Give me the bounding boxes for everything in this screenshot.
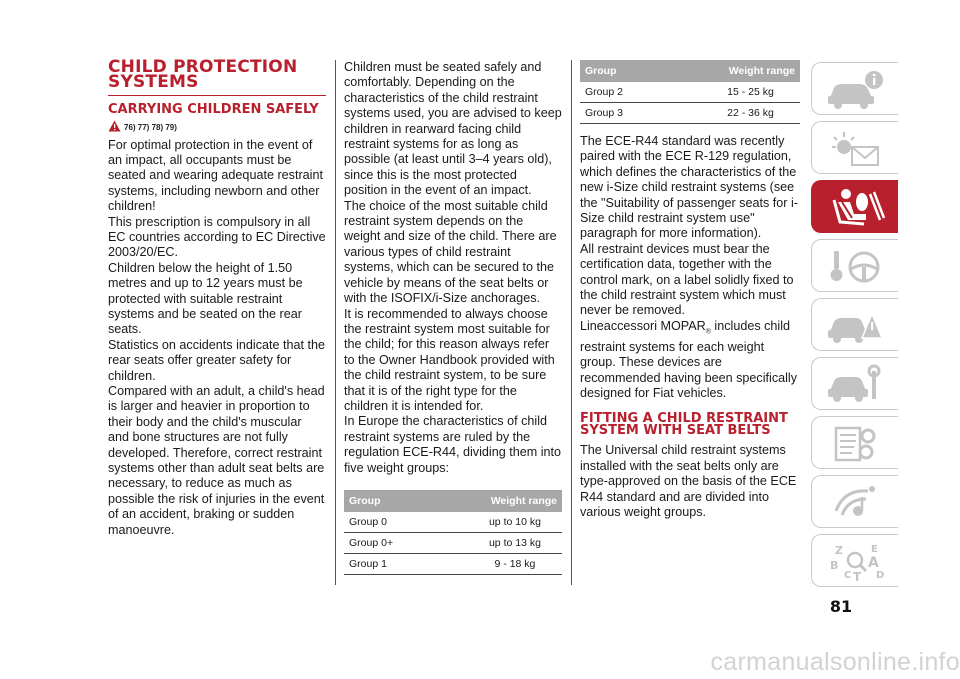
index-letter: C xyxy=(844,569,852,581)
key-steering-wheel-icon xyxy=(824,245,886,287)
car-wrench-icon xyxy=(824,363,886,405)
section-title: CHILD PROTECTION SYSTEMS xyxy=(108,60,326,96)
weight-cell: up to 13 kg xyxy=(413,532,562,553)
column-3 xyxy=(580,60,800,520)
body-text: The Universal child restraint systems installed with the seat belts only are type-approved on the basis of the ECE R44 standard and are divided into various weight groups. xyxy=(580,443,797,520)
tab-safety[interactable] xyxy=(811,180,898,233)
table-row xyxy=(344,532,562,553)
column-2 xyxy=(344,60,562,575)
car-warning-triangle-icon xyxy=(824,304,886,346)
weight-cell: up to 10 kg xyxy=(413,512,562,533)
table-row xyxy=(344,553,562,574)
index-letter: Z xyxy=(835,543,843,557)
document-gears-icon xyxy=(824,422,886,464)
group-cell: Group 2 xyxy=(580,82,646,103)
column-divider xyxy=(571,60,572,585)
table-row xyxy=(580,82,800,103)
tab-technical-data[interactable] xyxy=(811,416,898,469)
subsection-title: FITTING A CHILD RESTRAINT SYSTEM WITH SEAT BELTS xyxy=(580,411,788,438)
warning-triangle-icon xyxy=(108,120,121,132)
mopar-text xyxy=(580,319,800,402)
tab-multimedia[interactable] xyxy=(811,475,898,528)
column-divider xyxy=(335,60,336,585)
table-header-weight: Weight range xyxy=(646,60,800,82)
group-cell: Group 0 xyxy=(344,512,413,533)
table-row xyxy=(580,103,800,124)
tab-emergency[interactable] xyxy=(811,298,898,351)
seated-passenger-airbag-icon xyxy=(824,186,886,228)
weight-group-table xyxy=(580,60,800,124)
multimedia-music-icon xyxy=(824,481,886,523)
table-header-group: Group xyxy=(580,60,646,82)
weight-cell: 9 - 18 kg xyxy=(413,553,562,574)
warning-lights-envelope-icon xyxy=(824,127,886,169)
alphabet-index-icon xyxy=(824,540,886,582)
watermark-text: carmanualsonline.info xyxy=(710,648,960,676)
subsection-title: CARRYING CHILDREN SAFELY xyxy=(108,102,319,117)
index-letter: T xyxy=(853,569,862,582)
body-text: Children must be seated safely and comfortably. Depending on the characteristics of the child restraint systems used, you are advised to keep children in rearward facing child restraint systems for as long as possible (at least until 3–4 years old), since this is the most protected position in the event of an impact. The choice of the most suitable child restraint system depends on the weight and size of the child. There are various types of child restraint systems, which can be secured to the vehicle by means of the seat belts or with the ISOFIX/i-Size anchorages. It is recommended to always choose the restraint system most suitable for the child; for this reason always refer to the Owner Handbook provided with the child restraint system, to be sure that it is of the right type for the children it is intended for. In Europe the characteristics of child restraint systems are ruled by the regulation ECE-R44, dividing them into five weight groups: xyxy=(344,60,562,475)
index-letter: D xyxy=(876,569,885,581)
tab-starting-driving[interactable] xyxy=(811,239,898,292)
column-1 xyxy=(108,57,326,538)
warning-reference xyxy=(108,120,326,132)
index-letter: E xyxy=(871,543,878,555)
body-text: For optimal protection in the event of an impact, all occupants must be seated and wearing adequate restraint systems, including newborn and other children! This prescription is compulsory in all EC countries according to EC Directive 2003/20/EC. Children below the height of 1.50 metres and up to 12 years must be protected with suitable restraint systems and be seated on the rear seats. Statistics on accidents indicate that the rear seats offer greater safety for children. Compared with an adult, a child's head is larger and heavier in proportion to their body and the child's muscular and bone structures are not fully developed. Therefore, correct restraint systems other than adult seat belts are necessary, to reduce as much as possible the risk of injuries in the event of an accident, braking or sudden manoeuvre. xyxy=(108,137,326,537)
tab-knowing-the-car[interactable] xyxy=(811,62,898,115)
index-letter: B xyxy=(830,558,839,572)
page-number: 81 xyxy=(829,597,853,616)
tab-warning-lights[interactable] xyxy=(811,121,898,174)
table-header-weight: Weight range xyxy=(413,490,562,512)
warning-refs: 76) 77) 78) 79) xyxy=(124,122,177,132)
group-cell: Group 0+ xyxy=(344,532,413,553)
tab-servicing[interactable] xyxy=(811,357,898,410)
weight-cell: 22 - 36 kg xyxy=(646,103,800,124)
table-row xyxy=(344,512,562,533)
body-text: The ECE-R44 standard was recently paired with the ECE R-129 regulation, which defines the characteristics of the new i-Size child restraint systems (see the "Suitability of passenger seats for i-Size child restraint system use" paragraph for more information). All restraint devices must bear the certification data, together with the control mark, on a label solidly fixed to the child restraint system which must never be removed. xyxy=(580,134,798,318)
registered-mark: ® xyxy=(705,328,711,336)
chapter-tabs xyxy=(811,62,898,593)
table-header-group: Group xyxy=(344,490,413,512)
group-cell: Group 3 xyxy=(580,103,646,124)
index-letter: A xyxy=(868,554,879,571)
mopar-before: Lineaccessori MOPAR xyxy=(580,318,706,333)
weight-cell: 15 - 25 kg xyxy=(646,82,800,103)
weight-group-table xyxy=(344,490,562,575)
car-info-icon xyxy=(824,68,886,110)
mopar-after: includes child restraint systems for each weight group. These devices are recommended having been specifically designed for Fiat vehicles. xyxy=(580,318,798,401)
group-cell: Group 1 xyxy=(344,553,413,574)
tab-index[interactable] xyxy=(811,534,898,587)
